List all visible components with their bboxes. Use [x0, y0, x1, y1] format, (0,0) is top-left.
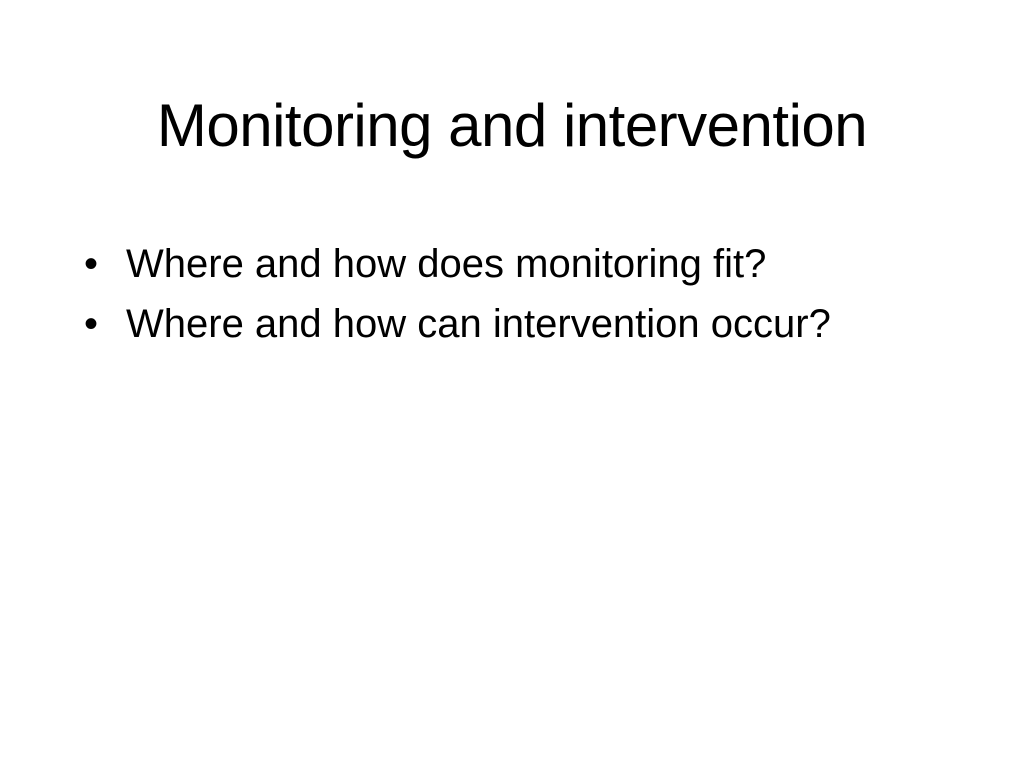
- bullet-text: Where and how can intervention occur?: [126, 302, 831, 346]
- bullet-list: [84, 234, 831, 354]
- bullet-item: [84, 294, 831, 354]
- bullet-marker: •: [84, 302, 99, 346]
- bullet-text: Where and how does monitoring fit?: [126, 242, 767, 286]
- bullet-item: [84, 234, 831, 294]
- bullet-marker: •: [84, 242, 99, 286]
- slide-title: Monitoring and intervention: [156, 92, 868, 159]
